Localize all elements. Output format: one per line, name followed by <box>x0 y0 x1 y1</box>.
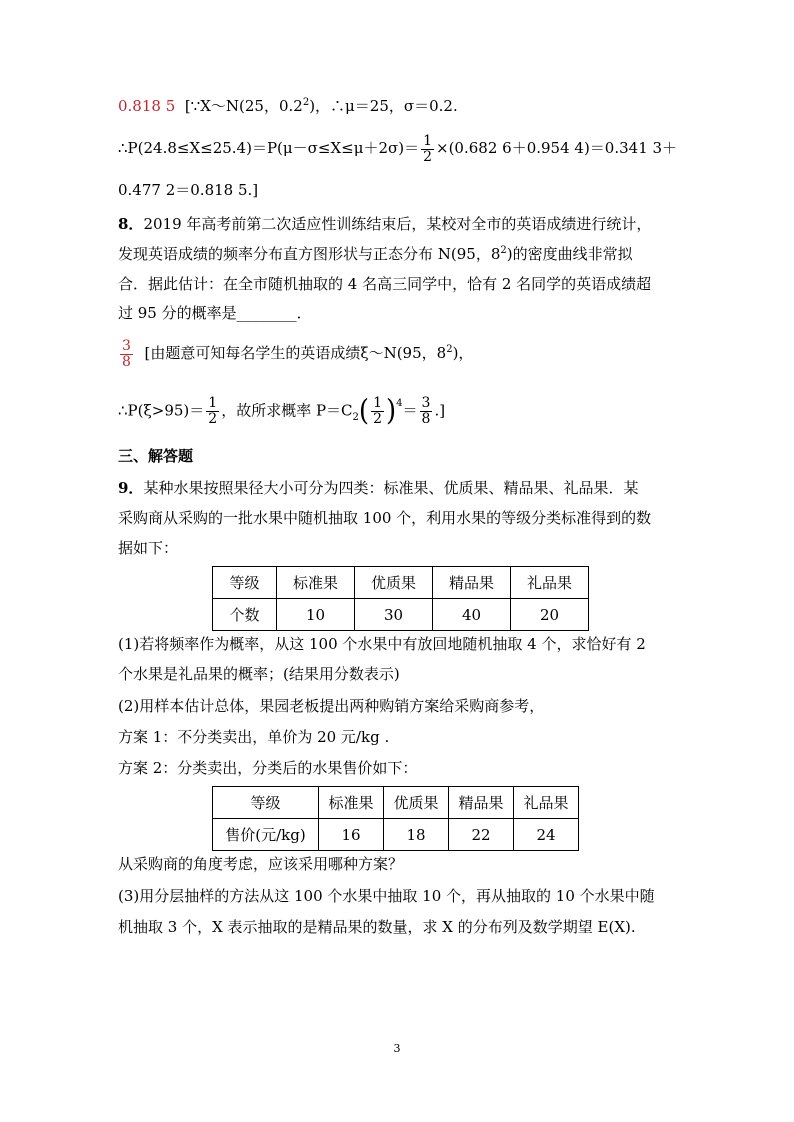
answer8-calc-end: .] <box>434 401 446 420</box>
q9-text-1: 某种水果按照果径大小可分为四类：标准果、优质果、精品果、礼品果．某 <box>143 479 639 497</box>
q9-plan1: 方案 1：不分类卖出，单价为 20 元/kg . <box>118 728 390 746</box>
answer8-inner-den: 2 <box>373 410 382 427</box>
q9-plan2: 方案 2：分类卖出，分类后的水果售价如下： <box>118 759 418 777</box>
answer7-frac-den: 2 <box>423 148 433 165</box>
q9-part2-line1: (2)用样本估计总体，果园老板提出两种购销方案给采购商参考， <box>118 697 545 715</box>
q8-line1 <box>118 214 651 234</box>
table-cell: 16 <box>319 819 384 851</box>
table-header-cell: 标准果 <box>277 567 355 599</box>
answer7-calc-b: ×(0.682 6＋0.954 4)＝0.341 3＋ <box>436 139 678 157</box>
answer8-calc-fraction <box>206 396 219 427</box>
answer8-binom <box>353 392 403 431</box>
table-header-cell: 礼品果 <box>511 567 589 599</box>
answer8-calc-frac-num: 1 <box>208 395 218 411</box>
answer8-line2 <box>118 392 445 431</box>
q9-part3-line1: (3)用分层抽样的方法从这 100 个水果中抽取 10 个，再从抽取的 10 个水果中随 <box>118 887 655 905</box>
table-cell: 20 <box>511 599 589 631</box>
table-header-cell: 优质果 <box>384 787 449 819</box>
answer8-res-num: 3 <box>421 395 431 411</box>
table-cell: 30 <box>355 599 433 631</box>
table-cell: 22 <box>449 819 514 851</box>
q9-line3: 据如下： <box>118 539 179 557</box>
q8-text-2a: 发现英语成绩的频率分布直方图形状与正态分布 N(95，8 <box>118 245 501 263</box>
table-header-cell: 标准果 <box>319 787 384 819</box>
table-row <box>213 787 579 819</box>
table-grade-prices <box>212 786 579 851</box>
answer8-res-den: 8 <box>421 411 431 427</box>
table-cell: 个数 <box>213 599 277 631</box>
answer7-frac-num: 1 <box>423 132 433 149</box>
answer8-binom-pow: 4 <box>396 398 403 409</box>
answer8-calc-a: ∴P(ξ>95)＝ <box>118 401 205 420</box>
q8-text-2b: )的密度曲线非常拟 <box>506 245 633 263</box>
answer7-calc-a: ∴P(24.8≤X≤25.4)＝P(μ－σ≤X≤μ＋2σ)＝ <box>118 139 420 157</box>
table-header-cell: 优质果 <box>355 567 433 599</box>
answer8-calc-b: ，故所求概率 P＝C <box>221 401 353 420</box>
q9-part1-line2: 个水果是礼品果的概率；(结果用分数表示) <box>118 665 400 683</box>
q9-line1 <box>118 478 638 498</box>
answer7-reason-tail: )，∴μ＝25，σ＝0.2. <box>309 97 458 115</box>
table-grade-counts <box>212 566 589 631</box>
answer7-line1 <box>118 96 458 116</box>
answer7-fraction <box>421 134 434 165</box>
table-cell: 24 <box>514 819 579 851</box>
q8-line4: 过 95 分的概率是________． <box>118 304 312 322</box>
answer7-reason-sup: 2 <box>302 97 310 108</box>
table-header-cell: 礼品果 <box>514 787 579 819</box>
q9-part2-question: 从采购商的角度考虑，应该采用哪种方案？ <box>118 855 404 873</box>
answer7-line3: 0.477 2＝0.818 5.] <box>118 181 259 199</box>
answer7-reason: [∵X～N(25，0.2 <box>184 97 303 115</box>
table-cell: 18 <box>384 819 449 851</box>
answer8-fraction <box>120 339 133 370</box>
answer8-paren-left: ( <box>358 394 370 428</box>
q9-number: 9． <box>118 479 144 497</box>
q8-line2 <box>118 244 633 264</box>
page-number: 3 <box>393 1042 401 1055</box>
q8-text-2-sup: 2 <box>500 245 507 256</box>
answer8-binom-sub: 2 <box>352 412 359 423</box>
answer8-calc-frac-den: 2 <box>208 411 218 427</box>
table-cell: 10 <box>277 599 355 631</box>
answer8-inner-num: 1 <box>373 394 382 411</box>
answer7-value: 0.818 5 <box>118 97 176 115</box>
q8-line3: 合．据此估计：在全市随机抽取的 4 名高三同学中，恰有 2 名同学的英语成绩超 <box>118 275 652 293</box>
section3-title: 三、解答题 <box>118 447 194 465</box>
table-row <box>213 599 589 631</box>
answer8-frac-num: 3 <box>122 337 131 354</box>
table-header-cell: 等级 <box>213 787 319 819</box>
q8-text-1: 2019 年高考前第二次适应性训练结束后，某校对全市的英语成绩进行统计， <box>143 215 652 233</box>
q8-number: 8． <box>118 215 144 233</box>
answer8-line1 <box>118 336 473 370</box>
table-header-cell: 等级 <box>213 567 277 599</box>
table-row <box>213 567 589 599</box>
q9-part1-line1: (1)若将频率作为概率，从这 100 个水果中有放回地随机抽取 4 个，求恰好有 2 <box>118 635 646 653</box>
answer8-reason-tail: )， <box>452 344 474 362</box>
answer8-inner-fraction <box>371 396 384 427</box>
table-cell: 40 <box>433 599 511 631</box>
table-header-cell: 精品果 <box>449 787 514 819</box>
answer8-paren-right: ) <box>385 394 397 428</box>
answer8-reason: [由题意可知每名学生的英语成绩ξ～N(95，8 <box>144 344 447 362</box>
table-cell: 售价(元/kg) <box>213 819 319 851</box>
q9-line2: 采购商从采购的一批水果中随机抽取 100 个，利用水果的等级分类标准得到的数 <box>118 509 652 527</box>
table-row <box>213 819 579 851</box>
answer8-frac-den: 8 <box>122 353 131 370</box>
answer8-calc-eq: ＝ <box>402 401 418 420</box>
answer7-line2 <box>118 132 677 165</box>
answer8-result-fraction <box>420 396 433 427</box>
answer8-reason-sup: 2 <box>446 344 453 355</box>
q9-part3-line2: 机抽取 3 个，X 表示抽取的是精品果的数量，求 X 的分布列及数学期望 E(X). <box>118 918 636 936</box>
table-header-cell: 精品果 <box>433 567 511 599</box>
